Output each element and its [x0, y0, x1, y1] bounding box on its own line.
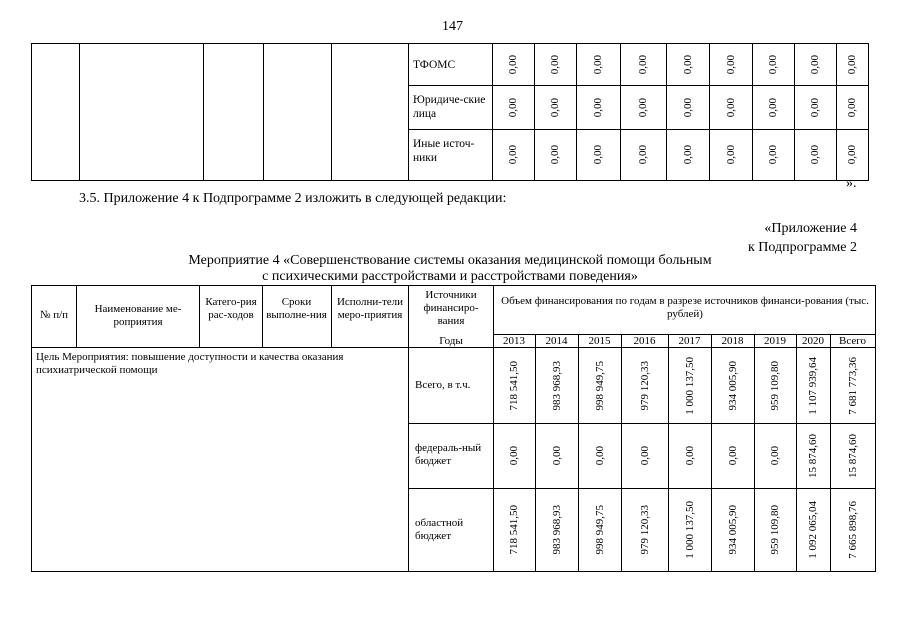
- table1-value: 0,00: [767, 97, 779, 117]
- year-header: 2016: [633, 335, 656, 347]
- year-header: 2014: [545, 335, 568, 347]
- year-header: 2015: [588, 335, 611, 347]
- table2-value: 718 541,50: [508, 504, 520, 554]
- table2-value: 934 005,90: [726, 504, 739, 554]
- table2-value: 979 120,33: [638, 504, 651, 554]
- table2-value: 1 107 939,64: [807, 356, 819, 415]
- table1-value: 0,00: [507, 145, 519, 165]
- row-label: Всего, в т.ч.: [415, 379, 471, 391]
- appendix-reference: [748, 219, 857, 257]
- source-label: ТФОМС: [413, 59, 456, 71]
- table1-value: 0,00: [592, 97, 604, 117]
- table1-value: 0,00: [681, 145, 694, 165]
- table2-value: 959 109,80: [769, 504, 781, 554]
- year-header: 2019: [764, 335, 786, 347]
- table1-value: 0,00: [809, 97, 821, 117]
- table2-value: 15 874,60: [807, 433, 819, 478]
- table2-value: 0,00: [508, 446, 520, 466]
- table1-value: 0,00: [846, 54, 858, 74]
- row-label: федераль-ный бюджет: [415, 442, 482, 467]
- table2-value: 983 968,93: [550, 504, 563, 554]
- header-number: № п/п: [39, 309, 69, 321]
- paragraph: 3.5. Приложение 4 к Подпрограмме 2 изложить в следующей редакции:: [79, 191, 507, 206]
- heading-line: Мероприятие 4 «Совершенствование системы оказания медицинской помощи больным: [188, 253, 712, 268]
- table1-value: 0,00: [592, 54, 604, 74]
- table2-value: 0,00: [593, 446, 606, 466]
- table2-value: 0,00: [638, 446, 651, 466]
- heading-line: с психическими расстройствами и расстройствами поведения»: [262, 269, 638, 284]
- appendix-line: к Подпрограмме 2: [747, 240, 857, 255]
- header-volume: Объем финансирования по годам в разрезе источников финанси-рования (тыс. рублей): [501, 295, 869, 320]
- table1-value: 0,00: [767, 145, 779, 165]
- table1-value: 0,00: [592, 145, 604, 165]
- goal-text: Цель Мероприятия: повышение доступности и качества оказания психиатрической помощи: [36, 351, 344, 376]
- financing-table: [31, 285, 876, 572]
- table1-value: 0,00: [846, 145, 858, 165]
- table2-value: 1 000 137,50: [683, 500, 696, 559]
- closing-quote: ».: [846, 176, 857, 191]
- table1-value: 0,00: [507, 97, 519, 117]
- table2-value: 979 120,33: [638, 360, 651, 410]
- header-sources: Источники финансиро-вания: [423, 289, 479, 327]
- table1-value: 0,00: [549, 97, 561, 117]
- continuation-table: [31, 43, 869, 181]
- table1-value: 0,00: [637, 54, 649, 74]
- table1-value: 0,00: [724, 54, 737, 74]
- header-category: Катего-рия рас-ходов: [205, 296, 257, 321]
- year-header: 2013: [503, 335, 525, 347]
- appendix-line: «Приложение 4: [764, 221, 857, 236]
- table2-value: 0,00: [769, 446, 781, 466]
- table2-value: 1 000 137,50: [683, 356, 696, 415]
- table1-value: 0,00: [681, 97, 694, 117]
- table2-value: 1 092 065,04: [807, 500, 819, 559]
- table1-value: 0,00: [724, 145, 737, 165]
- table1-value: 0,00: [809, 145, 821, 165]
- table2-value: 0,00: [683, 446, 696, 466]
- table1-value: 0,00: [846, 97, 858, 117]
- table2-value: 0,00: [550, 446, 563, 466]
- source-label: Иные источ-ники: [413, 138, 475, 164]
- table2-value: 998 949,75: [593, 360, 606, 410]
- header-name: Наименование ме-роприятия: [94, 303, 182, 328]
- table2-value: 718 541,50: [508, 360, 520, 410]
- table1-value: 0,00: [637, 97, 649, 117]
- table1-value: 0,00: [549, 145, 561, 165]
- table1-value: 0,00: [637, 145, 649, 165]
- table2-value: 7 665 898,76: [846, 500, 859, 559]
- year-header: 2020: [802, 335, 824, 347]
- table2-value: 959 109,80: [769, 360, 781, 410]
- table1-value: 0,00: [507, 54, 519, 74]
- table2-value: 998 949,75: [593, 504, 606, 554]
- table2-value: 0,00: [726, 446, 739, 466]
- year-header: Всего: [839, 335, 866, 347]
- table2-value: 15 874,60: [846, 433, 859, 478]
- header-years-label: Годы: [439, 335, 463, 347]
- year-header: 2017: [678, 335, 701, 347]
- table1-value: 0,00: [724, 97, 737, 117]
- table2-value: 7 681 773,36: [846, 356, 859, 415]
- table2-value: 983 968,93: [550, 360, 563, 410]
- table1-value: 0,00: [681, 54, 694, 74]
- table1-value: 0,00: [767, 54, 779, 74]
- header-terms: Сроки выполне-ния: [266, 296, 327, 321]
- row-label: областной бюджет: [415, 517, 464, 542]
- table1-value: 0,00: [549, 54, 561, 74]
- header-executors: Исполни-тели меро-приятия: [336, 296, 404, 321]
- page-number: 147: [442, 19, 463, 34]
- section-heading: [31, 253, 869, 285]
- table1-value: 0,00: [809, 54, 821, 74]
- year-header: 2018: [721, 335, 744, 347]
- table2-value: 934 005,90: [726, 360, 739, 410]
- source-label: Юридиче-ские лица: [413, 94, 486, 120]
